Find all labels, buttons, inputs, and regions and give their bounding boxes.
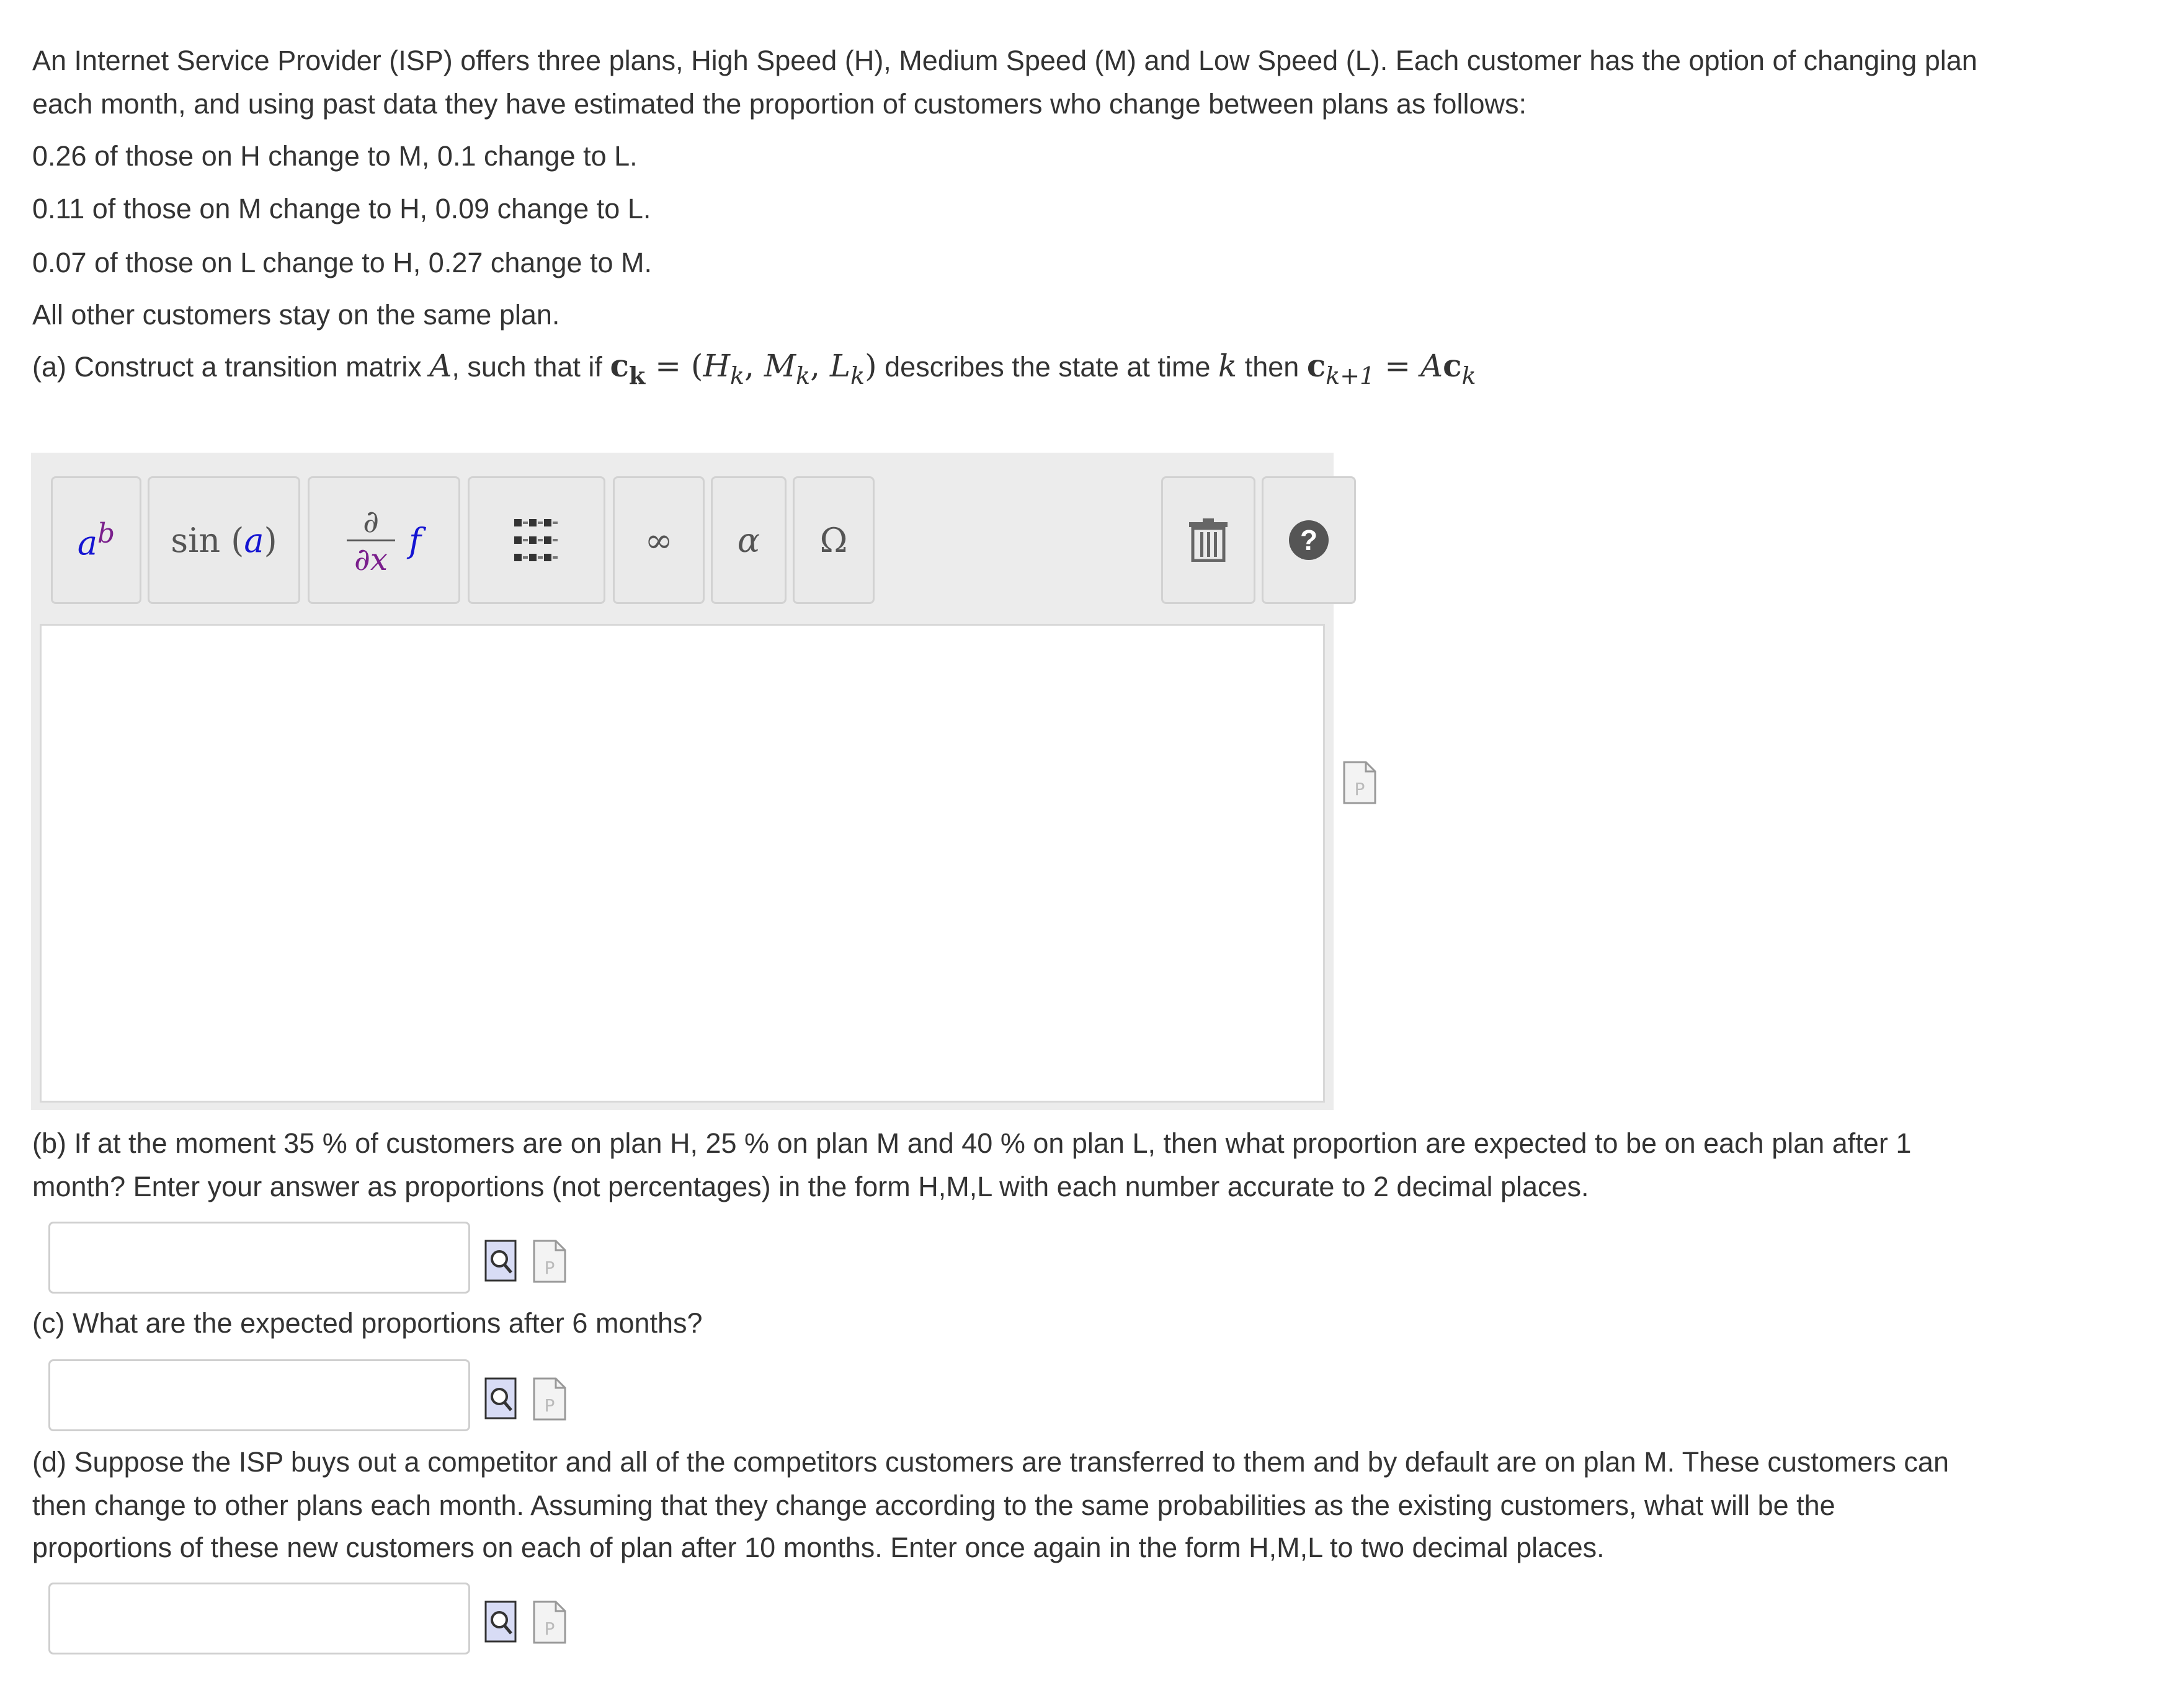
greek-alpha-button[interactable]: [711, 476, 787, 604]
part-a-question: [32, 345, 1476, 397]
part-b-line-2: month? Enter your answer as proportions (not percentages) in the form H,M,L with each number accurate to 2 decimal places.: [32, 1171, 1589, 1202]
answer-page-icon[interactable]: [532, 1377, 567, 1421]
m-symbol: M: [764, 348, 796, 384]
l-sub: k: [850, 362, 865, 389]
comma-1: ,: [744, 348, 764, 384]
part-b-line-1: (b) If at the moment 35 % of customers are on plan H, 25 % on plan M and 40 % on plan L, then what proportion are expected to be on each plan after 1: [32, 1127, 1912, 1159]
part-a-text-3: describes the state at time: [876, 351, 1218, 383]
c-vector: c: [610, 347, 629, 384]
m-sub: k: [796, 362, 811, 389]
c-k-sub: k: [1461, 362, 1476, 389]
trash-icon: [1188, 518, 1229, 562]
c-subscript: k: [628, 362, 646, 389]
function-arg: a: [244, 520, 264, 560]
matrix-button[interactable]: [468, 476, 605, 604]
part-c-question: (c) What are the expected proportions after 6 months?: [32, 1307, 703, 1339]
greek-omega-button[interactable]: [793, 476, 875, 604]
infinity-button[interactable]: [613, 476, 705, 604]
h-sub: k: [730, 362, 745, 389]
function-button[interactable]: sin (a): [148, 476, 300, 604]
comma-2: ,: [810, 348, 830, 384]
transition-l: 0.07 of those on L change to H, 0.27 change to M.: [32, 247, 653, 278]
omega-symbol: Ω: [819, 520, 848, 560]
svg-text:P: P: [544, 1395, 555, 1416]
part-d-answer-input[interactable]: [48, 1583, 470, 1654]
part-a-text-4: then: [1237, 351, 1307, 383]
matrix-grid-icon: [512, 515, 561, 565]
power-exponent: b: [97, 518, 115, 549]
part-a-text-2: , such that if: [452, 351, 610, 383]
part-a-text-1: (a) Construct a transition matrix: [32, 351, 430, 383]
svg-text:P: P: [544, 1258, 555, 1278]
preview-search-icon[interactable]: [484, 1377, 517, 1420]
power-base: a: [77, 523, 98, 562]
derivative-button[interactable]: [308, 476, 460, 604]
equals-open: = (: [645, 348, 703, 384]
preview-search-icon[interactable]: [484, 1600, 517, 1643]
a-times: A: [1420, 348, 1443, 384]
preview-page-icon[interactable]: [1342, 760, 1377, 805]
part-d-line-3: proportions of these new customers on each of plan after 10 months. Enter once again in the form H,M,L to two decimal places.: [32, 1532, 1605, 1563]
part-d-line-2: then change to other plans each month. Assuming that they change according to the same probabilities as the existing customers, what will be the: [32, 1490, 1835, 1521]
transition-h: 0.26 of those on H change to M, 0.1 change to L.: [32, 140, 638, 172]
delete-button[interactable]: [1161, 476, 1255, 604]
c-next-sub: k+1: [1326, 362, 1375, 389]
power-button[interactable]: [51, 476, 141, 604]
svg-text:P: P: [1354, 779, 1365, 799]
part-d-line-1: (d) Suppose the ISP buys out a competitor and all of the competitors customers are transferred to them and by default are on plan M. These customers can: [32, 1446, 1949, 1478]
transition-m: 0.11 of those on M change to H, 0.09 change to L.: [32, 193, 651, 224]
alpha-symbol: α: [737, 520, 760, 560]
partial-function: f: [409, 520, 421, 560]
matrix-symbol: A: [429, 348, 452, 384]
close-paren: ): [865, 348, 877, 384]
c-next: c: [1306, 347, 1326, 384]
answer-page-icon[interactable]: [532, 1239, 567, 1284]
answer-page-icon[interactable]: [532, 1600, 567, 1645]
c-k: c: [1443, 347, 1462, 384]
other-stay-text: All other customers stay on the same plan.: [32, 299, 560, 331]
part-b-answer-input[interactable]: [48, 1222, 470, 1294]
math-input-area[interactable]: [40, 624, 1325, 1103]
svg-text:P: P: [544, 1619, 555, 1639]
equals-2: =: [1375, 348, 1421, 384]
part-c-answer-input[interactable]: [48, 1359, 470, 1431]
h-symbol: H: [703, 348, 731, 384]
help-button[interactable]: [1262, 476, 1356, 604]
intro-line-2: each month, and using past data they have estimated the proportion of customers who change between plans as follows:: [32, 88, 1527, 120]
function-name: sin: [171, 520, 221, 560]
partial-top: ∂: [363, 503, 379, 540]
intro-line-1: An Internet Service Provider (ISP) offers three plans, High Speed (H), Medium Speed (M) and Low Speed (L). Each customer has the option of changing plan: [32, 45, 1977, 76]
time-k: k: [1218, 348, 1237, 384]
l-symbol: L: [829, 348, 851, 384]
infinity-symbol: ∞: [644, 520, 673, 560]
partial-bottom: ∂x: [354, 541, 388, 577]
equation-editor: [31, 453, 1334, 1110]
help-icon: ?: [1289, 520, 1329, 560]
preview-search-icon[interactable]: [484, 1239, 517, 1282]
